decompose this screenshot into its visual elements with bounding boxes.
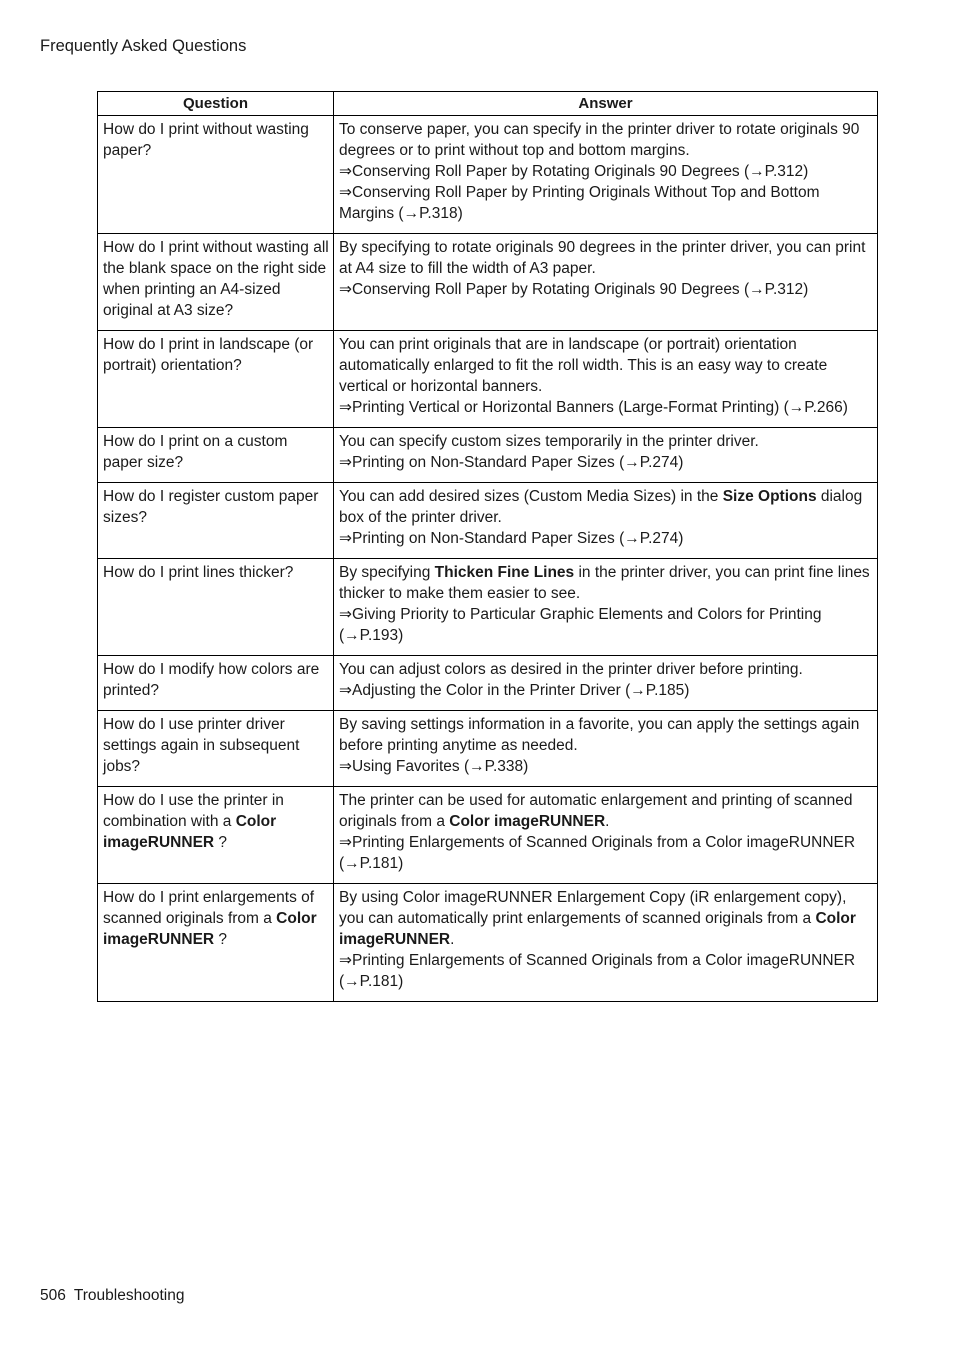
answer-cell	[334, 116, 878, 234]
answer-text: .	[605, 813, 610, 830]
table-row	[98, 116, 878, 234]
table-row	[98, 483, 878, 559]
answer-text: ⇒Printing Enlargements of Scanned Originals from a Color imageRUNNER (→P.181)	[339, 834, 856, 872]
answer-text: ⇒Using Favorites (→P.338)	[339, 758, 529, 775]
answer-text: To conserve paper, you can specify in the printer driver to rotate originals 90 degrees or to print without top and bottom margins.	[339, 121, 860, 159]
answer-reference	[339, 756, 873, 777]
answer-text: ⇒Printing on Non-Standard Paper Sizes (→P.274)	[339, 530, 684, 547]
answer-cell	[334, 331, 878, 428]
answer-text-bold: Size Options	[722, 488, 817, 505]
question-text: How do I modify how colors are printed?	[103, 661, 320, 699]
answer-text: .	[450, 931, 455, 948]
answer-reference	[339, 680, 873, 701]
answer-text: ⇒Adjusting the Color in the Printer Driver (→P.185)	[339, 682, 690, 699]
table-row	[98, 884, 878, 1002]
page-footer	[40, 1287, 184, 1305]
answer-text-bold: Color imageRUNNER	[339, 910, 856, 948]
column-header-question: Question	[98, 92, 334, 116]
page-number: 506	[40, 1287, 66, 1304]
answer-paragraph	[339, 431, 873, 452]
table-row	[98, 331, 878, 428]
answer-paragraph	[339, 659, 873, 680]
answer-text: The printer can be used for automatic enlargement and printing of scanned originals from a	[339, 792, 853, 830]
answer-text: in the printer driver, you can print fine lines thicker to make them easier to see.	[339, 564, 870, 602]
table-row	[98, 234, 878, 331]
answer-paragraph	[339, 486, 873, 528]
question-text: How do I print without wasting all the blank space on the right side when printing an A4-sized original at A3 size?	[103, 239, 329, 319]
column-header-answer: Answer	[334, 92, 878, 116]
answer-text: You can add desired sizes (Custom Media Sizes) in the	[339, 488, 723, 505]
answer-paragraph	[339, 887, 873, 950]
table-row	[98, 656, 878, 711]
answer-paragraph	[339, 237, 873, 279]
answer-text: ⇒Conserving Roll Paper by Printing Originals Without Top and Bottom Margins (→P.318)	[339, 184, 820, 222]
answer-reference	[339, 279, 873, 300]
answer-paragraph	[339, 790, 873, 832]
answer-paragraph	[339, 334, 873, 397]
answer-reference	[339, 832, 873, 874]
page-header-title: Frequently Asked Questions	[40, 37, 247, 55]
answer-cell	[334, 428, 878, 483]
answer-text: You can adjust colors as desired in the printer driver before printing.	[339, 661, 803, 678]
answer-text: ⇒Printing Vertical or Horizontal Banners (Large-Format Printing) (→P.266)	[339, 399, 848, 416]
table-row	[98, 711, 878, 787]
question-cell	[98, 428, 334, 483]
table-header-row	[98, 92, 878, 116]
answer-text: ⇒Conserving Roll Paper by Rotating Originals 90 Degrees (→P.312)	[339, 281, 809, 298]
answer-reference	[339, 161, 873, 182]
question-text: How do I print in landscape (or portrait) orientation?	[103, 336, 314, 374]
answer-paragraph	[339, 119, 873, 161]
question-cell	[98, 331, 334, 428]
question-text: ?	[214, 931, 228, 948]
answer-reference	[339, 604, 873, 646]
question-cell	[98, 656, 334, 711]
footer-section-title: Troubleshooting	[73, 1287, 185, 1304]
answer-text: ⇒Printing Enlargements of Scanned Originals from a Color imageRUNNER (→P.181)	[339, 952, 856, 990]
question-text: How do I print lines thicker?	[103, 564, 294, 581]
answer-cell	[334, 559, 878, 656]
answer-text: By saving settings information in a favorite, you can apply the settings again before printing anytime as needed.	[339, 716, 860, 754]
question-text: How do I register custom paper sizes?	[103, 488, 319, 526]
question-cell	[98, 559, 334, 656]
answer-text-bold: Color imageRUNNER	[449, 813, 606, 830]
question-text: ?	[214, 834, 228, 851]
question-cell	[98, 787, 334, 884]
answer-cell	[334, 884, 878, 1002]
question-text-bold: Color imageRUNNER	[103, 813, 277, 851]
answer-paragraph	[339, 714, 873, 756]
answer-reference	[339, 397, 873, 418]
answer-cell	[334, 787, 878, 884]
answer-text: By specifying	[339, 564, 435, 581]
answer-cell	[334, 656, 878, 711]
answer-text-bold: Thicken Fine Lines	[434, 564, 575, 581]
question-text: How do I print on a custom paper size?	[103, 433, 288, 471]
answer-reference	[339, 528, 873, 549]
question-cell	[98, 711, 334, 787]
answer-paragraph	[339, 562, 873, 604]
question-text-bold: Color imageRUNNER	[103, 910, 317, 948]
answer-text: By specifying to rotate originals 90 degrees in the printer driver, you can print at A4 size to fill the width of A3 paper.	[339, 239, 866, 277]
answer-text: By using Color imageRUNNER Enlargement Copy (iR enlargement copy), you can automatically print enlargements of scanned originals from a	[339, 889, 847, 927]
table-row	[98, 428, 878, 483]
question-text: How do I use printer driver settings again in subsequent jobs?	[103, 716, 300, 775]
answer-text: ⇒Conserving Roll Paper by Rotating Originals 90 Degrees (→P.312)	[339, 163, 809, 180]
answer-text: You can specify custom sizes temporarily in the printer driver.	[339, 433, 759, 450]
question-text: How do I use the printer in combination with a	[103, 792, 284, 830]
answer-text: ⇒Printing on Non-Standard Paper Sizes (→P.274)	[339, 454, 684, 471]
answer-reference	[339, 950, 873, 992]
answer-reference	[339, 182, 873, 224]
question-cell	[98, 483, 334, 559]
answer-text: dialog box of the printer driver.	[339, 488, 863, 526]
answer-cell	[334, 711, 878, 787]
answer-text: You can print originals that are in landscape (or portrait) orientation automatically enlarged to fit the roll width. This is an easy way to create vertical or horizontal banners.	[339, 336, 828, 395]
answer-cell	[334, 483, 878, 559]
question-cell	[98, 234, 334, 331]
faq-table-body	[98, 116, 878, 1002]
answer-text: ⇒Giving Priority to Particular Graphic Elements and Colors for Printing (→P.193)	[339, 606, 822, 644]
answer-cell	[334, 234, 878, 331]
table-row	[98, 787, 878, 884]
question-cell	[98, 116, 334, 234]
question-text: How do I print enlargements of scanned originals from a	[103, 889, 315, 927]
question-text: How do I print without wasting paper?	[103, 121, 309, 159]
faq-table	[97, 91, 878, 1002]
answer-reference	[339, 452, 873, 473]
question-cell	[98, 884, 334, 1002]
table-row	[98, 559, 878, 656]
